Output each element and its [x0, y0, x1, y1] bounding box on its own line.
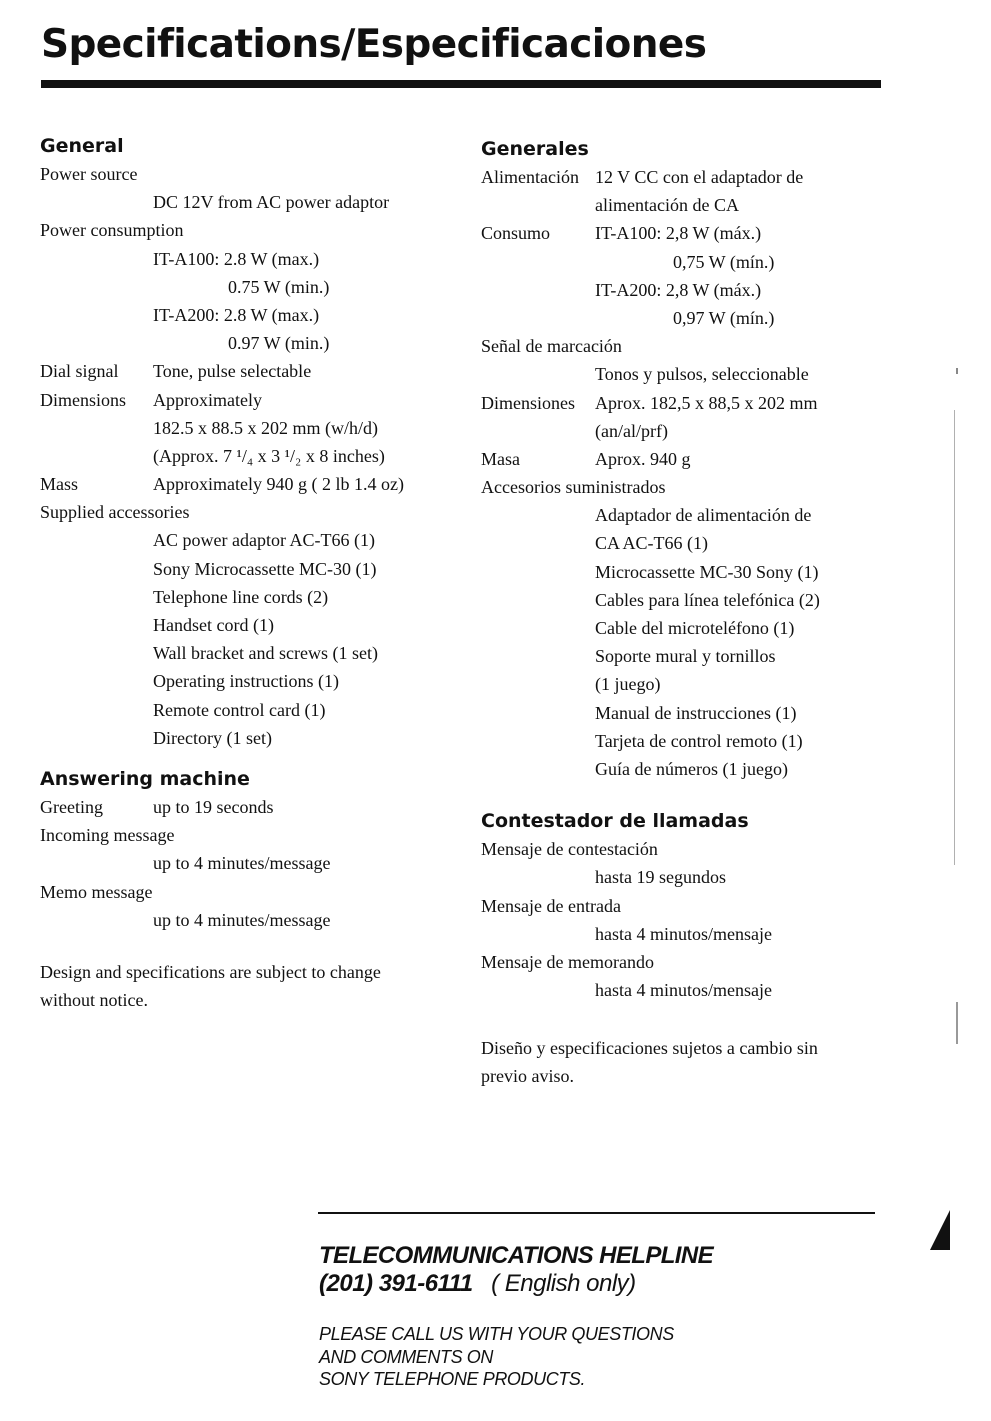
spec-row — [40, 329, 460, 357]
spec-value: (an/al/prf) — [595, 420, 668, 441]
accessory-item: Microcassette MC-30 Sony (1) — [595, 561, 819, 582]
spec-row-incoming — [40, 821, 460, 849]
list-item — [481, 670, 891, 698]
spec-label: Mensaje de memorando — [481, 951, 654, 972]
contestador-heading: Contestador de llamadas — [481, 810, 749, 833]
spec-row — [481, 863, 891, 891]
spec-value: hasta 19 segundos — [595, 867, 726, 888]
accessory-item: Adaptador de alimentación de — [595, 505, 812, 526]
spec-row-power-source — [40, 160, 460, 188]
list-item — [40, 696, 460, 724]
spec-value: hasta 4 minutos/mensaje — [595, 923, 772, 944]
list-item — [481, 529, 891, 557]
accessory-item: Tarjeta de control remoto (1) — [595, 730, 803, 751]
page-title: Specifications/Especificaciones — [41, 22, 707, 67]
spec-value: alimentación de CA — [595, 195, 739, 216]
spec-value: (Approx. 7 ¹/₄ x 3 ¹/₂ x 8 inches) — [153, 445, 385, 466]
spec-value: 182.5 x 88.5 x 202 mm (w/h/d) — [153, 417, 378, 438]
spec-value: hasta 4 minutos/mensaje — [595, 980, 772, 1001]
list-item — [40, 526, 460, 554]
spec-label: Incoming message — [40, 825, 175, 846]
spec-label: Power source — [40, 164, 138, 184]
accessory-item: Operating instructions (1) — [153, 671, 339, 692]
helpline-phone: (201) 391-6111 — [319, 1270, 473, 1297]
spec-value: DC 12V from AC power adaptor — [153, 192, 390, 213]
accessory-item: Handset cord (1) — [153, 615, 274, 635]
spec-value: Tonos y pulsos, seleccionable — [595, 364, 809, 385]
spec-row — [40, 849, 460, 877]
list-item — [481, 699, 891, 727]
accessory-item: Soporte mural y tornillos — [595, 646, 776, 667]
spec-row-alimentacion — [481, 163, 891, 191]
spec-label: Dimensiones — [481, 392, 575, 413]
spec-label: Power consumption — [40, 220, 184, 241]
spec-row-consumo — [481, 219, 891, 247]
spec-row — [40, 273, 460, 301]
accessory-item: Directory (1 set) — [153, 727, 272, 748]
spec-row-accessories — [40, 498, 460, 526]
list-item — [481, 501, 891, 529]
general-heading: General — [40, 135, 124, 157]
notice-text: Design and specifications are subject to change without notice. — [40, 961, 381, 1011]
title-rule — [41, 80, 881, 88]
spec-row — [40, 442, 460, 470]
list-item — [40, 611, 460, 639]
generales-heading: Generales — [481, 138, 589, 160]
list-item — [481, 755, 891, 783]
spec-value: 0,75 W (mín.) — [673, 251, 775, 272]
spec-row-mass — [40, 470, 460, 498]
spec-label: Dimensions — [40, 389, 127, 410]
spec-value: Approximately 940 g ( 2 lb 1.4 oz) — [153, 474, 404, 495]
page-corner-tab-icon — [930, 1210, 950, 1250]
spec-row-dimensions — [40, 386, 460, 414]
spec-label: Mass — [40, 474, 79, 495]
spec-value: Aprox. 940 g — [595, 448, 691, 469]
accessory-item: Wall bracket and screws (1 set) — [153, 643, 378, 664]
spec-row — [40, 301, 460, 329]
spec-value: Approximately — [153, 389, 262, 410]
accessory-item: Sony Microcassette MC-30 (1) — [153, 558, 377, 579]
spec-value: 0.97 W (min.) — [228, 333, 330, 354]
spec-value: 0,97 W (mín.) — [673, 307, 775, 328]
helpline-message-line: AND COMMENTS ON — [319, 1346, 494, 1367]
spec-row-memo — [40, 878, 460, 906]
spec-value: 0.75 W (min.) — [228, 276, 330, 297]
helpline-message-line: SONY TELEPHONE PRODUCTS. — [319, 1369, 586, 1389]
spec-row — [481, 920, 891, 948]
spec-label: Consumo — [481, 223, 551, 244]
accessory-item: Remote control card (1) — [153, 699, 326, 720]
list-item — [40, 639, 460, 667]
spec-row — [481, 360, 891, 388]
spec-row-masa — [481, 445, 891, 473]
accessory-item: Guía de números (1 juego) — [595, 758, 788, 779]
spec-value: IT-A100: 2,8 W (máx.) — [595, 223, 762, 244]
spec-label: Memo message — [40, 881, 153, 902]
spec-row — [481, 276, 891, 304]
margin-mark — [954, 410, 955, 865]
list-item — [40, 724, 460, 752]
list-item — [40, 667, 460, 695]
list-item — [481, 586, 891, 614]
spec-row-power-consumption — [40, 216, 460, 244]
english-column — [40, 132, 460, 1014]
spec-row-memorando — [481, 948, 891, 976]
spec-row — [40, 245, 460, 273]
accessory-item: AC power adaptor AC-T66 (1) — [153, 530, 375, 551]
spec-row — [481, 304, 891, 332]
helpline-rule — [318, 1212, 875, 1214]
margin-mark — [956, 368, 958, 374]
accessory-item: Manual de instrucciones (1) — [595, 702, 797, 723]
spec-value: IT-A100: 2.8 W (max.) — [153, 248, 320, 269]
spec-label: Accesorios suministrados — [481, 477, 666, 498]
spec-row-greeting — [40, 793, 460, 821]
spec-value: Aprox. 182,5 x 88,5 x 202 mm — [595, 392, 818, 413]
list-item — [481, 727, 891, 755]
accessory-item: CA AC-T66 (1) — [595, 533, 709, 554]
spec-value: up to 4 minutes/message — [153, 853, 331, 874]
helpline-title: TELECOMMUNICATIONS HELPLINE — [319, 1242, 714, 1269]
spec-row — [40, 188, 460, 216]
helpline-message — [319, 1323, 713, 1391]
spec-row-accesorios — [481, 473, 891, 501]
margin-mark — [956, 1002, 958, 1044]
spec-label: Dial signal — [40, 361, 119, 382]
spec-value: IT-A200: 2.8 W (max.) — [153, 304, 320, 325]
spec-value: 12 V CC con el adaptador de — [595, 167, 804, 187]
spanish-column — [481, 135, 891, 1091]
helpline-message-line: PLEASE CALL US WITH YOUR QUESTIONS — [319, 1324, 674, 1344]
spec-label: Greeting — [40, 796, 103, 817]
spec-label: Alimentación — [481, 167, 579, 187]
spec-label: Mensaje de contestación — [481, 839, 658, 860]
list-item — [40, 583, 460, 611]
list-item — [481, 642, 891, 670]
spec-label: Supplied accessories — [40, 502, 190, 523]
spec-row-dial-signal — [40, 357, 460, 385]
spec-row — [481, 976, 891, 1004]
spec-value: IT-A200: 2,8 W (máx.) — [595, 279, 762, 300]
spec-label: Señal de marcación — [481, 336, 622, 357]
spec-row — [481, 248, 891, 276]
accessory-item: (1 juego) — [595, 674, 661, 695]
spec-value: up to 19 seconds — [153, 796, 274, 817]
spec-value: up to 4 minutes/message — [153, 909, 331, 930]
list-item — [481, 614, 891, 642]
spec-label: Mensaje de entrada — [481, 895, 621, 916]
notice-text: Diseño y especificaciones sujetos a cambio sin previo aviso. — [481, 1038, 818, 1087]
helpline-block — [319, 1242, 713, 1391]
accessory-item: Cables para línea telefónica (2) — [595, 589, 820, 610]
helpline-language-note: ( English only) — [491, 1270, 636, 1297]
spec-row-dimensiones — [481, 389, 891, 417]
list-item — [40, 555, 460, 583]
spec-value: Tone, pulse selectable — [153, 361, 312, 382]
spec-row-entrada — [481, 892, 891, 920]
list-item — [481, 558, 891, 586]
spec-row-contestacion — [481, 835, 891, 863]
spec-row — [481, 191, 891, 219]
accessory-item: Telephone line cords (2) — [153, 586, 329, 607]
spec-row — [40, 906, 460, 934]
spec-row-senal — [481, 332, 891, 360]
accessory-item: Cable del microteléfono (1) — [595, 618, 795, 638]
spec-row — [40, 414, 460, 442]
answering-machine-heading: Answering machine — [40, 767, 250, 790]
spec-row — [481, 417, 891, 445]
helpline-phone-line — [319, 1269, 713, 1298]
spec-label: Masa — [481, 448, 520, 469]
